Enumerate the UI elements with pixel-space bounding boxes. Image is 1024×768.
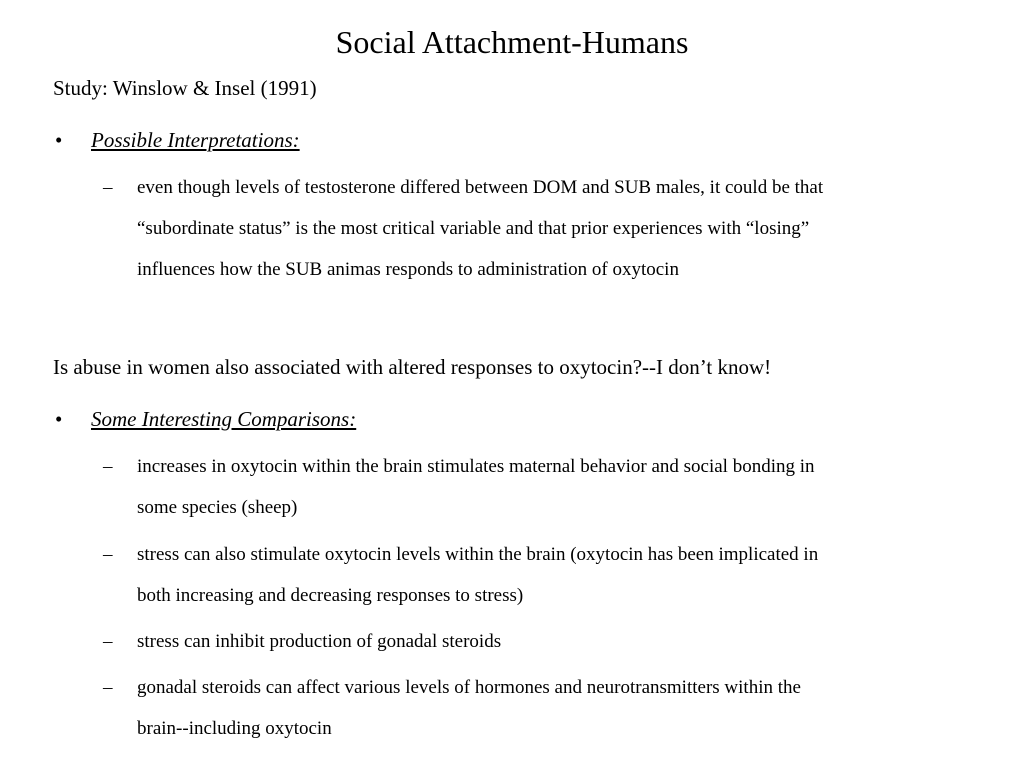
comparison-line: brain--including oxytocin <box>137 718 332 739</box>
section-heading-interpretations: Possible Interpretations: <box>91 128 300 152</box>
bullet-glyph: • <box>55 407 63 431</box>
interpretation-line: even though levels of testosterone differed between DOM and SUB males, it could be that <box>137 177 824 198</box>
slide-title: Social Attachment-Humans <box>335 24 689 60</box>
interpretation-line: influences how the SUB animas responds to administration of oxytocin <box>137 259 679 280</box>
dash-glyph: – <box>103 677 113 698</box>
bullet-glyph: • <box>55 128 63 152</box>
question-line: Is abuse in women also associated with altered responses to oxytocin?--I don’t know! <box>53 355 772 379</box>
comparison-line: both increasing and decreasing responses to stress) <box>137 585 524 606</box>
study-line: Study: Winslow & Insel (1991) <box>53 76 317 100</box>
dash-glyph: – <box>103 544 113 565</box>
section-heading-comparisons: Some Interesting Comparisons: <box>91 407 357 431</box>
dash-glyph: – <box>103 631 113 652</box>
comparison-line: stress can inhibit production of gonadal steroids <box>137 631 502 652</box>
dash-glyph: – <box>103 456 113 477</box>
comparison-line: gonadal steroids can affect various levels of hormones and neurotransmitters within the <box>137 677 801 698</box>
comparison-line: stress can also stimulate oxytocin levels within the brain (oxytocin has been implicated in <box>137 544 819 565</box>
comparison-line: increases in oxytocin within the brain stimulates maternal behavior and social bonding in <box>137 456 815 477</box>
dash-glyph: – <box>103 177 113 198</box>
interpretation-line: “subordinate status” is the most critical variable and that prior experiences with “losing” <box>137 218 810 239</box>
comparison-line: some species (sheep) <box>137 497 298 518</box>
